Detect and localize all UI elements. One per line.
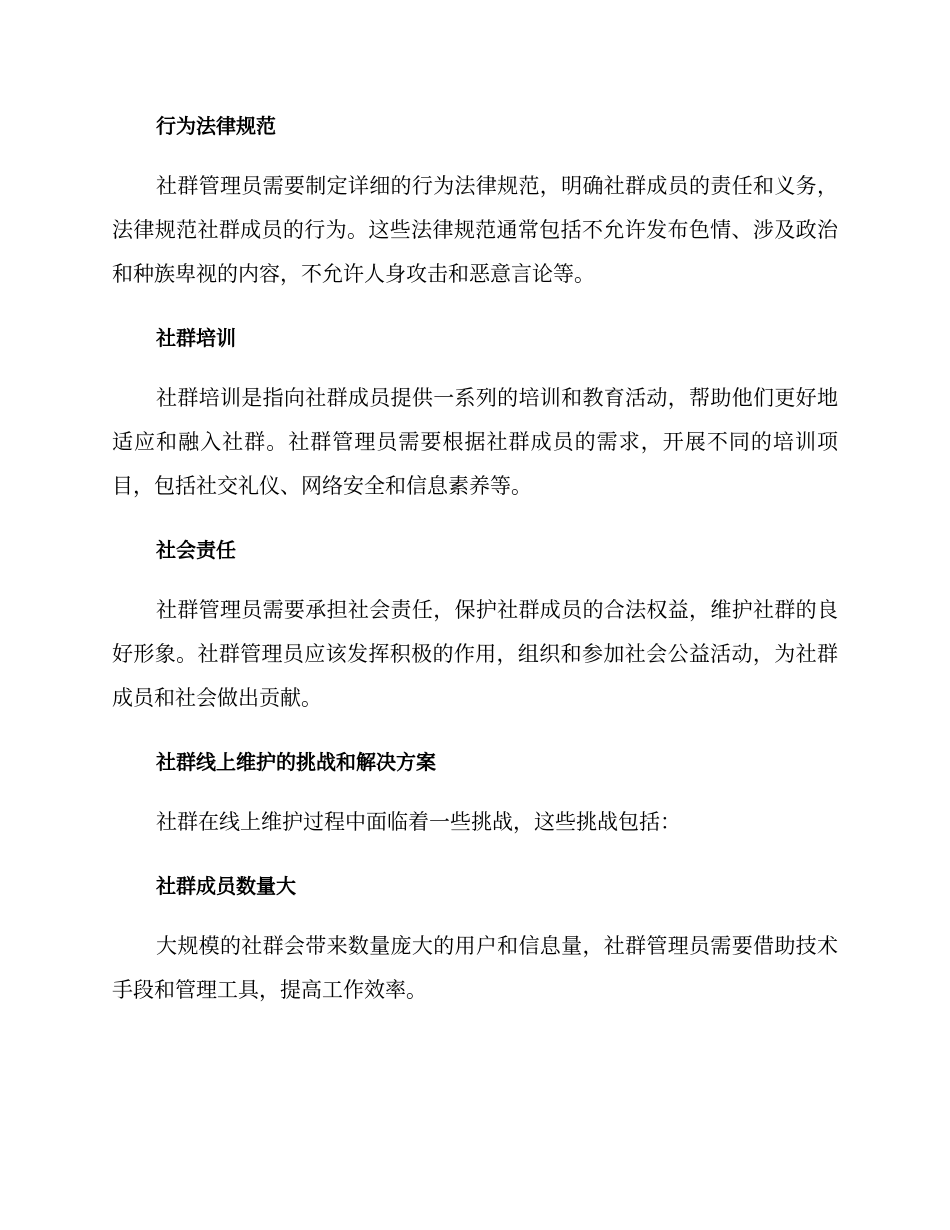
section-heading-community-training: 社群培训 <box>156 326 236 350</box>
section-heading-social-responsibility: 社会责任 <box>156 538 236 562</box>
section-heading-online-challenges: 社群线上维护的挑战和解决方案 <box>156 750 436 774</box>
section-heading-conduct-rules: 行为法律规范 <box>156 114 276 138</box>
section-paragraph-community-training: 社群培训是指向社群成员提供一系列的培训和教育活动，帮助他们更好地适应和融入社群。社群管理员需要根据社群成员的需求，开展不同的培训项目，包括社交礼仪、网络安全和信息素养等。 <box>112 386 838 498</box>
section-paragraph-large-membership: 大规模的社群会带来数量庞大的用户和信息量，社群管理员需要借助技术手段和管理工具，提高工作效率。 <box>112 934 838 1002</box>
section-heading-large-membership: 社群成员数量大 <box>156 874 296 898</box>
section-paragraph-social-responsibility: 社群管理员需要承担社会责任，保护社群成员的合法权益，维护社群的良好形象。社群管理员应该发挥积极的作用，组织和参加社会公益活动，为社群成员和社会做出贡献。 <box>112 598 838 710</box>
section-paragraph-online-challenges: 社群在线上维护过程中面临着一些挑战，这些挑战包括： <box>156 810 681 834</box>
section-paragraph-conduct-rules: 社群管理员需要制定详细的行为法律规范，明确社群成员的责任和义务，法律规范社群成员的行为。这些法律规范通常包括不允许发布色情、涉及政治和种族卑视的内容，不允许人身攻击和恶意言论等。 <box>112 174 838 286</box>
